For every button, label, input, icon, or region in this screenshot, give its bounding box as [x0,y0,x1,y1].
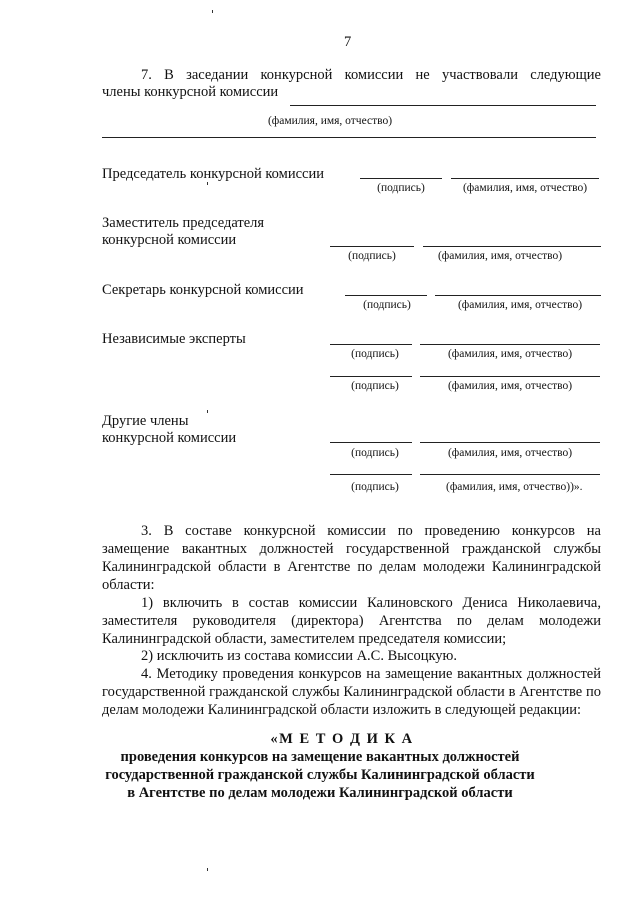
signature-line [330,376,412,377]
fill-line [290,105,596,106]
signature-line [360,178,442,179]
name-caption: (фамилия, имя, отчество) [462,182,588,194]
name-caption: (фамилия, имя, отчество) [447,380,573,392]
methodology-subtitle: государственной гражданской службы Калининградской области [105,767,535,783]
signature-line [330,474,412,475]
section4-line: государственной гражданской службы Калининградской области в Агентстве по [102,684,601,700]
signature-caption: (подпись) [348,250,396,262]
name-caption: (фамилия, имя, отчество) [447,447,573,459]
scan-speck [212,10,213,13]
page-number: 7 [344,34,352,50]
signature-line [330,344,412,345]
deputy-label-1: Заместитель председателя [102,215,265,231]
item1-line: заместителя руководителя (директора) Агентства по делам молодежи [102,613,601,629]
section7-line1: 7. В заседании конкурсной комиссии не участвовали следующие [141,67,601,83]
others-label-2: конкурсной комиссии [102,430,237,446]
caption-name: (фамилия, имя, отчество) [267,115,393,127]
section4-line: делам молодежи Калининградской области изложить в следующей редакции: [102,702,582,718]
signature-caption: (подпись) [351,380,399,392]
name-line [420,376,600,377]
section3-line: Калининградской области в Агентстве по делам молодежи Калининградской [102,559,601,575]
name-line [435,295,601,296]
signature-line [330,442,412,443]
item2-line: 2) исключить из состава комиссии А.С. Высоцкую. [141,648,458,664]
name-line [420,442,600,443]
section3-line: области: [102,577,155,593]
name-caption: (фамилия, имя, отчество) [457,299,583,311]
section7-line2: члены конкурсной комиссии [102,84,279,100]
section4-line: 4. Методику проведения конкурсов на замещение вакантных должностей [141,666,601,682]
deputy-label-2: конкурсной комиссии [102,232,237,248]
chairman-label: Председатель конкурсной комиссии [102,166,324,182]
fill-line [102,137,596,138]
name-line [420,344,600,345]
others-label-1: Другие члены [102,413,189,429]
scan-speck [207,182,208,185]
signature-line [345,295,427,296]
secretary-label: Секретарь конкурсной комиссии [102,282,304,298]
name-caption: (фамилия, имя, отчество))». [446,481,583,493]
name-caption: (фамилия, имя, отчество) [447,348,573,360]
methodology-subtitle: проведения конкурсов на замещение вакантных должностей [120,749,520,765]
scan-speck [207,868,208,871]
experts-label: Независимые эксперты [102,331,246,347]
name-line [451,178,599,179]
scan-speck [207,410,208,413]
name-line [420,474,600,475]
item1-line: 1) включить в состав комиссии Калиновского Дениса Николаевича, [141,595,601,611]
signature-caption: (подпись) [351,348,399,360]
signature-caption: (подпись) [377,182,425,194]
signature-line [330,246,414,247]
signature-caption: (подпись) [351,447,399,459]
section3-line: замещение вакантных должностей государственной гражданской службы [102,541,601,557]
name-caption: (фамилия, имя, отчество) [437,250,563,262]
signature-caption: (подпись) [351,481,399,493]
methodology-title: «М Е Т О Д И К А [270,731,414,747]
name-line [423,246,601,247]
section3-line: 3. В составе конкурсной комиссии по проведению конкурсов на [141,523,601,539]
methodology-subtitle: в Агентстве по делам молодежи Калининградской области [127,785,513,801]
signature-caption: (подпись) [363,299,411,311]
item1-line: Калининградской области, заместителем председателя комиссии; [102,631,507,647]
